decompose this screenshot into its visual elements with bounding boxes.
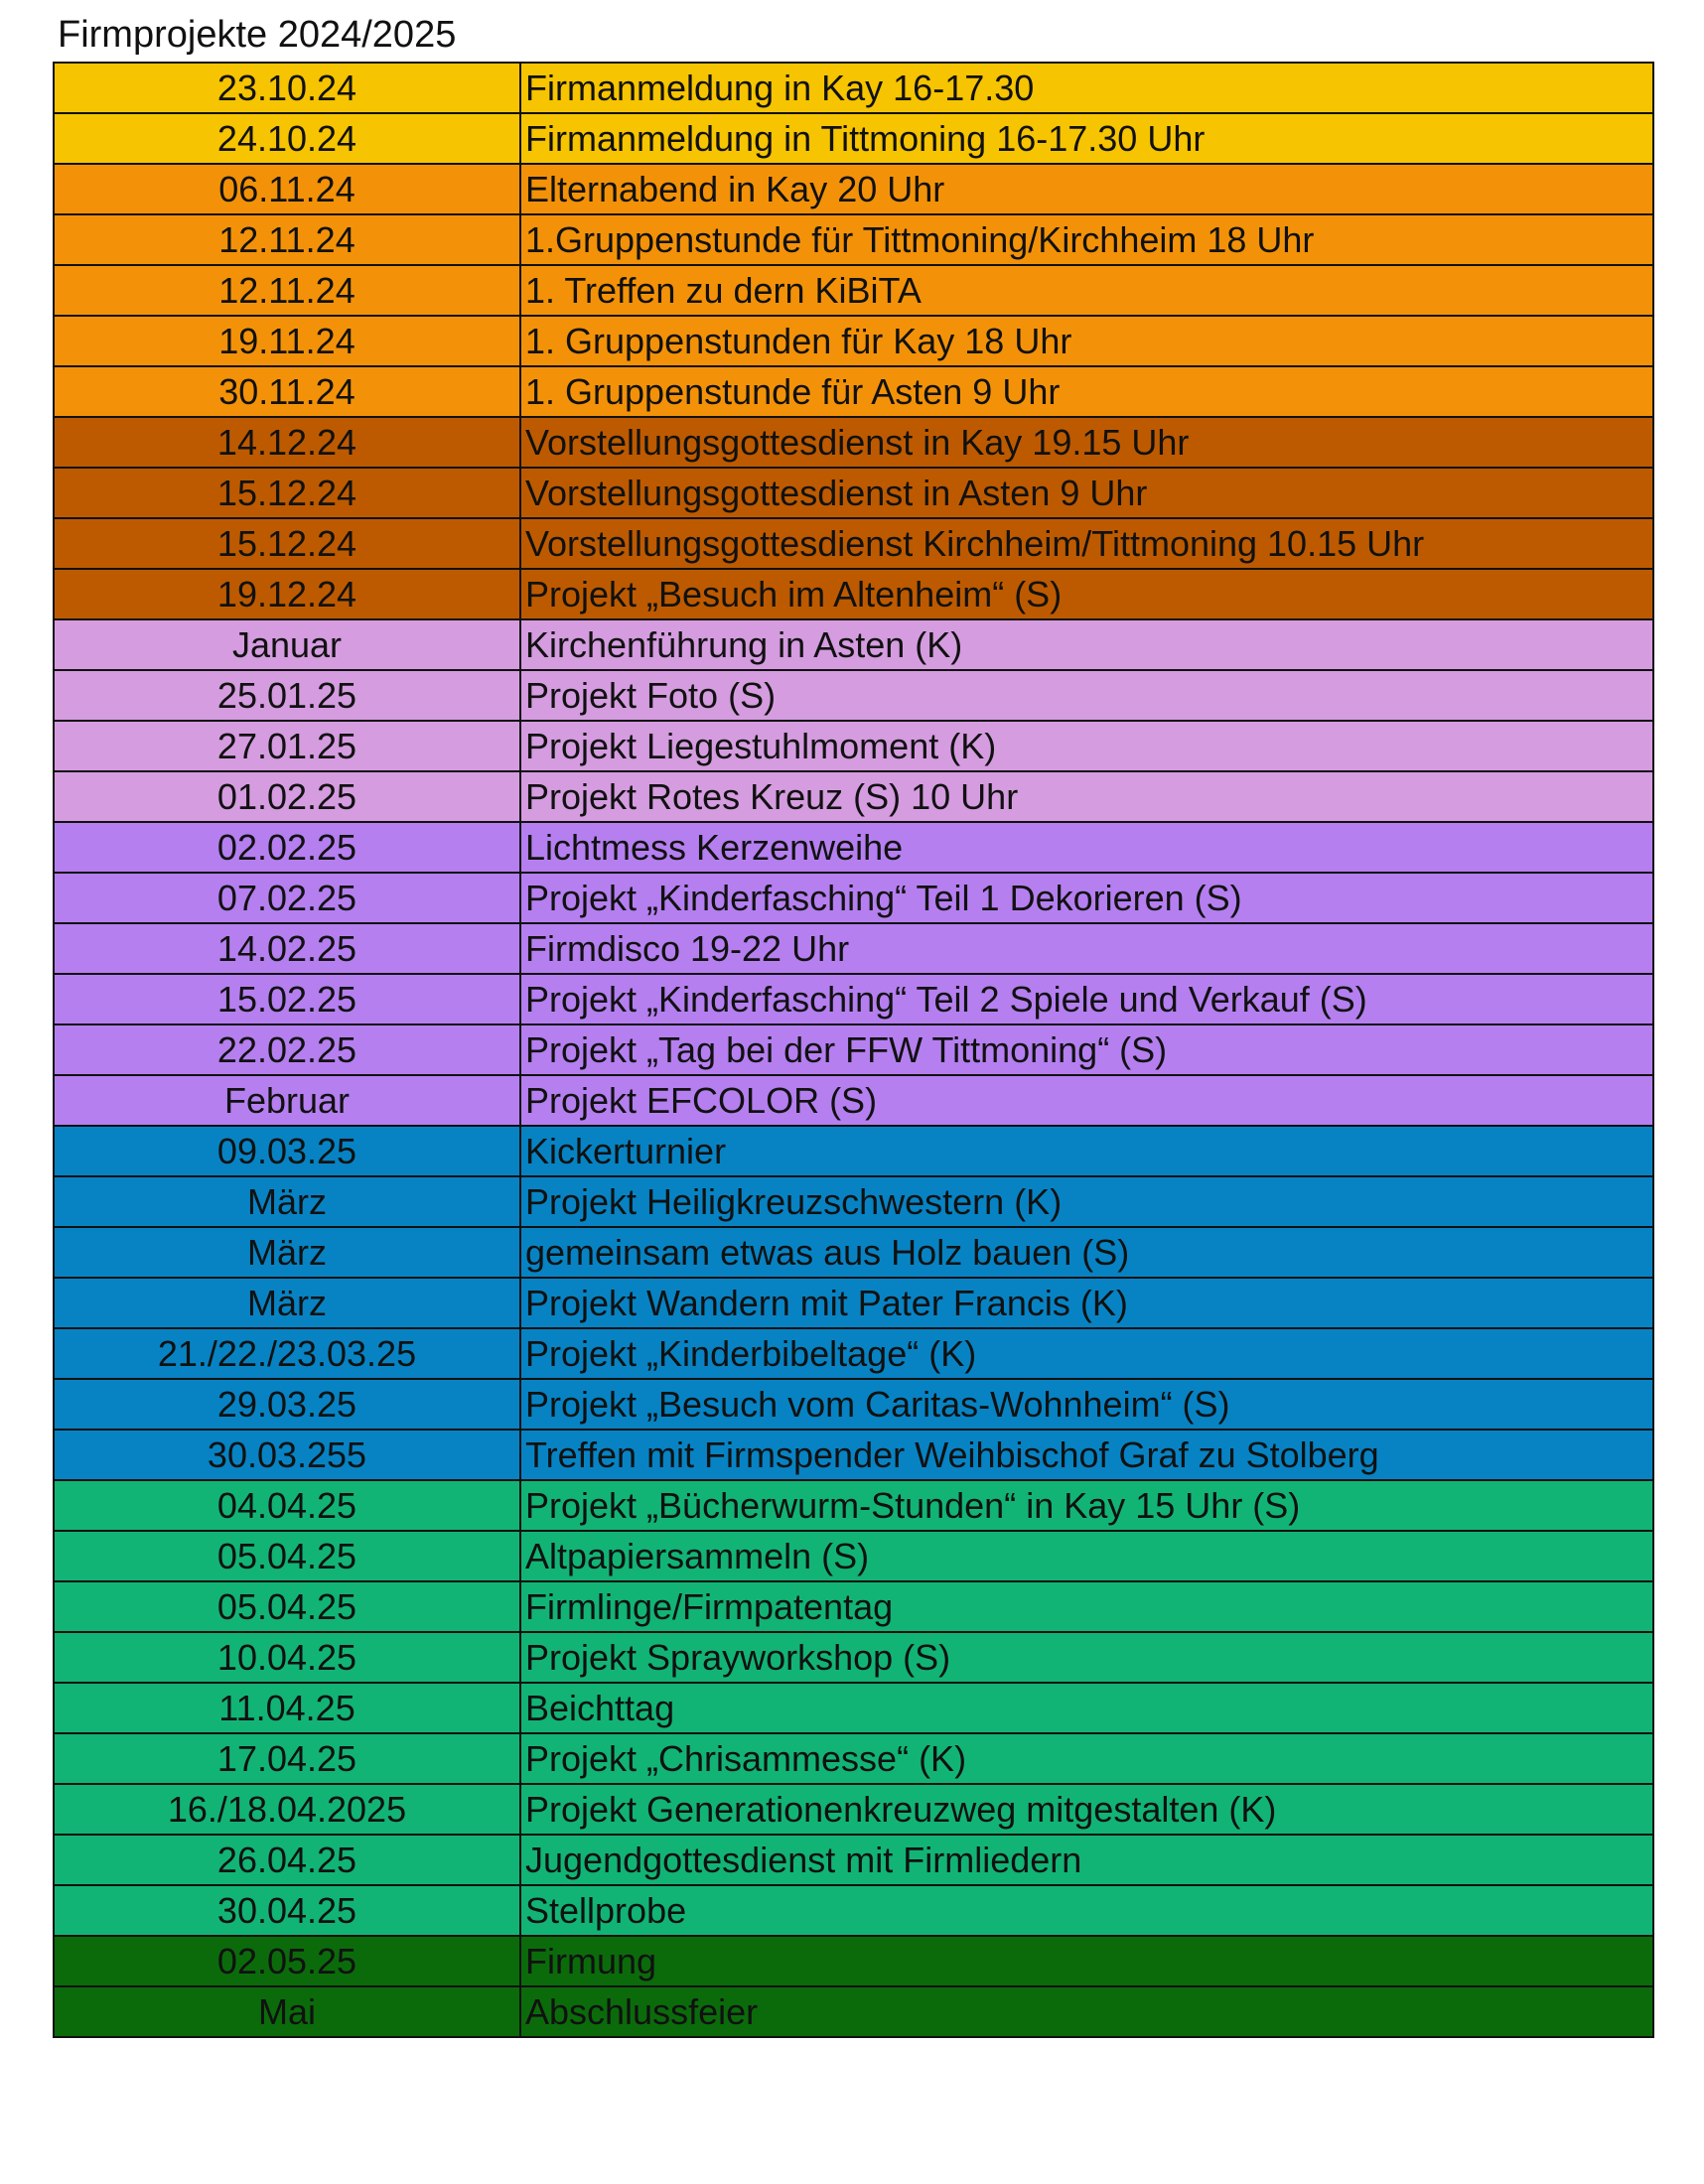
table-row [54, 1379, 1653, 1430]
event-cell: Projekt „Kinderbibeltage“ (K) [520, 1328, 1653, 1379]
table-row [54, 1784, 1653, 1835]
date-cell: 02.05.25 [54, 1936, 520, 1986]
event-cell: Projekt EFCOLOR (S) [520, 1075, 1653, 1126]
event-cell: 1.Gruppenstunde für Tittmoning/Kirchheim 18 Uhr [520, 214, 1653, 265]
date-cell: 24.10.24 [54, 113, 520, 164]
date-cell: 22.02.25 [54, 1024, 520, 1075]
event-cell: 1. Treffen zu dern KiBiTA [520, 265, 1653, 316]
event-cell: Firmdisco 19-22 Uhr [520, 923, 1653, 974]
date-cell: 12.11.24 [54, 265, 520, 316]
date-cell: 30.04.25 [54, 1885, 520, 1936]
date-cell: 06.11.24 [54, 164, 520, 214]
table-row [54, 113, 1653, 164]
date-cell: 19.12.24 [54, 569, 520, 619]
table-row [54, 1024, 1653, 1075]
date-cell: 01.02.25 [54, 771, 520, 822]
date-cell: 14.02.25 [54, 923, 520, 974]
date-cell: 30.11.24 [54, 366, 520, 417]
table-row [54, 1531, 1653, 1581]
date-cell: 07.02.25 [54, 873, 520, 923]
date-cell: 26.04.25 [54, 1835, 520, 1885]
table-row [54, 771, 1653, 822]
table-row [54, 1176, 1653, 1227]
table-row [54, 265, 1653, 316]
event-cell: Treffen mit Firmspender Weihbischof Graf zu Stolberg [520, 1430, 1653, 1480]
event-cell: Projekt Sprayworkshop (S) [520, 1632, 1653, 1683]
date-cell: 29.03.25 [54, 1379, 520, 1430]
table-row [54, 670, 1653, 721]
table-row [54, 873, 1653, 923]
event-cell: Firmanmeldung in Tittmoning 16-17.30 Uhr [520, 113, 1653, 164]
date-cell: März [54, 1278, 520, 1328]
event-cell: Stellprobe [520, 1885, 1653, 1936]
event-cell: Projekt Rotes Kreuz (S) 10 Uhr [520, 771, 1653, 822]
event-cell: Elternabend in Kay 20 Uhr [520, 164, 1653, 214]
date-cell: Januar [54, 619, 520, 670]
event-cell: Vorstellungsgottesdienst in Kay 19.15 Uhr [520, 417, 1653, 468]
event-cell: Projekt „Bücherwurm-Stunden“ in Kay 15 Uhr (S) [520, 1480, 1653, 1531]
date-cell: 23.10.24 [54, 63, 520, 113]
table-row [54, 1430, 1653, 1480]
table-row [54, 1885, 1653, 1936]
table-row [54, 1835, 1653, 1885]
event-cell: Altpapiersammeln (S) [520, 1531, 1653, 1581]
date-cell: 05.04.25 [54, 1531, 520, 1581]
table-row [54, 366, 1653, 417]
table-row [54, 468, 1653, 518]
date-cell: 15.12.24 [54, 518, 520, 569]
event-cell: Projekt „Kinderfasching“ Teil 2 Spiele und Verkauf (S) [520, 974, 1653, 1024]
date-cell: März [54, 1176, 520, 1227]
table-row [54, 569, 1653, 619]
event-cell: Beichttag [520, 1683, 1653, 1733]
event-cell: Projekt „Besuch im Altenheim“ (S) [520, 569, 1653, 619]
event-cell: Firmung [520, 1936, 1653, 1986]
table-row [54, 923, 1653, 974]
table-row [54, 1480, 1653, 1531]
date-cell: 12.11.24 [54, 214, 520, 265]
table-row [54, 214, 1653, 265]
table-row [54, 619, 1653, 670]
date-cell: 17.04.25 [54, 1733, 520, 1784]
schedule-body [54, 63, 1653, 2037]
date-cell: 05.04.25 [54, 1581, 520, 1632]
event-cell: 1. Gruppenstunden für Kay 18 Uhr [520, 316, 1653, 366]
event-cell: Lichtmess Kerzenweihe [520, 822, 1653, 873]
date-cell: 09.03.25 [54, 1126, 520, 1176]
event-cell: 1. Gruppenstunde für Asten 9 Uhr [520, 366, 1653, 417]
event-cell: Firmanmeldung in Kay 16-17.30 [520, 63, 1653, 113]
table-row [54, 822, 1653, 873]
date-cell: 16./18.04.2025 [54, 1784, 520, 1835]
event-cell: Projekt Generationenkreuzweg mitgestalten (K) [520, 1784, 1653, 1835]
date-cell: 30.03.255 [54, 1430, 520, 1480]
date-cell: 11.04.25 [54, 1683, 520, 1733]
table-row [54, 974, 1653, 1024]
table-row [54, 518, 1653, 569]
event-cell: Vorstellungsgottesdienst Kirchheim/Tittmoning 10.15 Uhr [520, 518, 1653, 569]
event-cell: Firmlinge/Firmpatentag [520, 1581, 1653, 1632]
date-cell: Mai [54, 1986, 520, 2037]
table-row [54, 1227, 1653, 1278]
event-cell: Projekt „Tag bei der FFW Tittmoning“ (S) [520, 1024, 1653, 1075]
table-row [54, 1278, 1653, 1328]
table-row [54, 721, 1653, 771]
table-row [54, 1328, 1653, 1379]
date-cell: März [54, 1227, 520, 1278]
event-cell: Projekt „Besuch vom Caritas-Wohnheim“ (S) [520, 1379, 1653, 1430]
event-cell: Projekt Liegestuhlmoment (K) [520, 721, 1653, 771]
event-cell: Jugendgottesdienst mit Firmliedern [520, 1835, 1653, 1885]
event-cell: Kirchenführung in Asten (K) [520, 619, 1653, 670]
table-row [54, 417, 1653, 468]
date-cell: 19.11.24 [54, 316, 520, 366]
event-cell: Projekt „Kinderfasching“ Teil 1 Dekorieren (S) [520, 873, 1653, 923]
table-row [54, 1632, 1653, 1683]
table-row [54, 316, 1653, 366]
table-row [54, 63, 1653, 113]
schedule-table [53, 62, 1654, 2038]
date-cell: 15.12.24 [54, 468, 520, 518]
event-cell: Kickerturnier [520, 1126, 1653, 1176]
date-cell: Februar [54, 1075, 520, 1126]
event-cell: gemeinsam etwas aus Holz bauen (S) [520, 1227, 1653, 1278]
table-row [54, 1986, 1653, 2037]
table-row [54, 1075, 1653, 1126]
date-cell: 15.02.25 [54, 974, 520, 1024]
date-cell: 14.12.24 [54, 417, 520, 468]
table-row [54, 1126, 1653, 1176]
date-cell: 25.01.25 [54, 670, 520, 721]
table-row [54, 1733, 1653, 1784]
date-cell: 27.01.25 [54, 721, 520, 771]
table-row [54, 1683, 1653, 1733]
page-title: Firmprojekte 2024/2025 [58, 14, 457, 56]
date-cell: 02.02.25 [54, 822, 520, 873]
event-cell: Abschlussfeier [520, 1986, 1653, 2037]
table-row [54, 1581, 1653, 1632]
event-cell: Vorstellungsgottesdienst in Asten 9 Uhr [520, 468, 1653, 518]
event-cell: Projekt „Chrisammesse“ (K) [520, 1733, 1653, 1784]
date-cell: 10.04.25 [54, 1632, 520, 1683]
event-cell: Projekt Heiligkreuzschwestern (K) [520, 1176, 1653, 1227]
table-row [54, 1936, 1653, 1986]
event-cell: Projekt Wandern mit Pater Francis (K) [520, 1278, 1653, 1328]
date-cell: 21./22./23.03.25 [54, 1328, 520, 1379]
date-cell: 04.04.25 [54, 1480, 520, 1531]
event-cell: Projekt Foto (S) [520, 670, 1653, 721]
table-row [54, 164, 1653, 214]
